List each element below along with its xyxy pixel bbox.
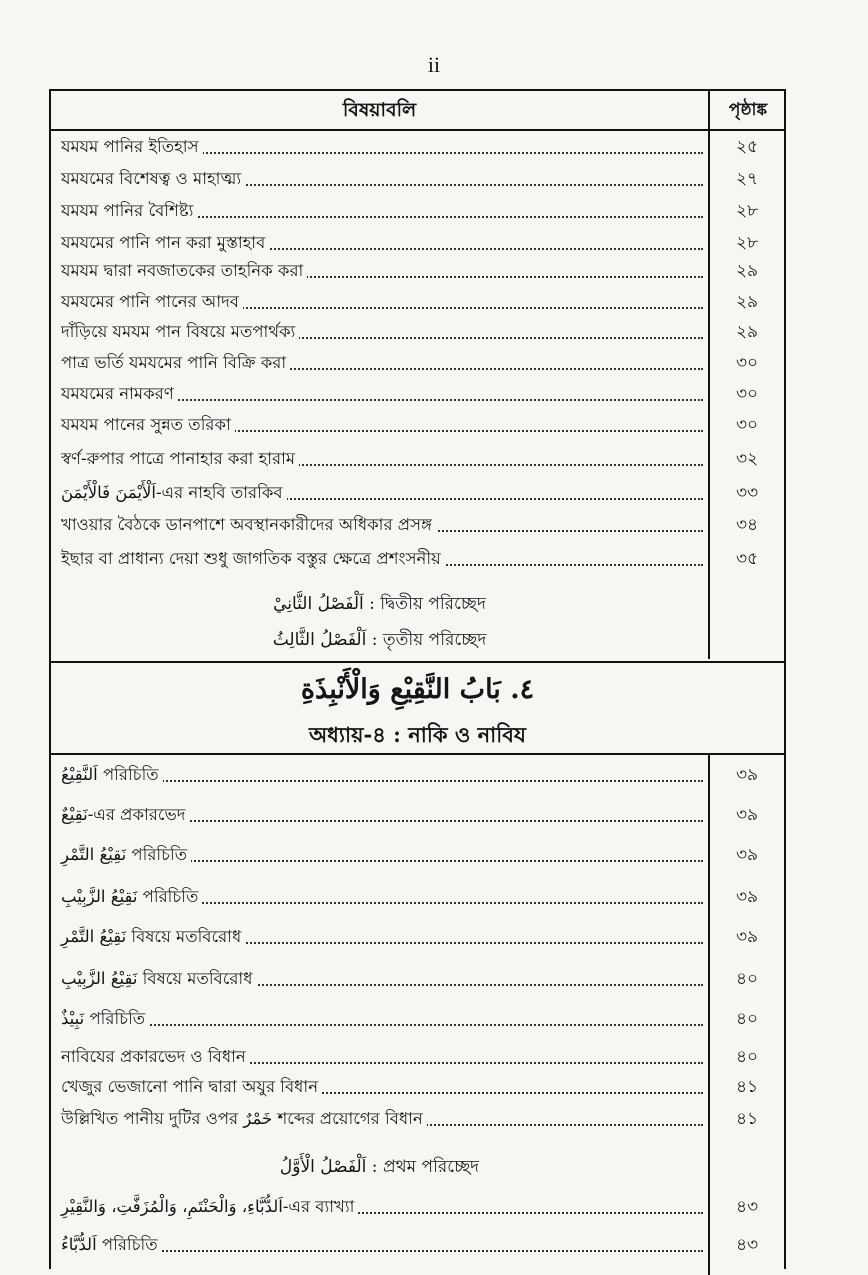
divider-line bbox=[51, 753, 784, 755]
toc-entry-page: ৪১ bbox=[735, 1077, 759, 1097]
toc-row bbox=[51, 509, 784, 541]
toc-row bbox=[51, 378, 784, 410]
toc-entry-page: ৩৯ bbox=[735, 805, 759, 825]
toc-row bbox=[51, 963, 784, 995]
toc-entry-page: ২৮ bbox=[735, 201, 759, 221]
chapter-title-bangla: অধ্যায়-৪ : নাকি ও নাবিয bbox=[308, 722, 527, 747]
toc-entry-title: اَلدُّبَّاءُ পরিচিতি bbox=[61, 1229, 162, 1261]
toc-row bbox=[51, 1003, 784, 1035]
toc-entry-page: ৩৩ bbox=[735, 483, 759, 503]
toc-entry-page: ২৫ bbox=[735, 137, 759, 157]
toc-entry-title: যমযমের নামকরণ bbox=[61, 378, 178, 410]
toc-row bbox=[51, 163, 784, 195]
toc-row bbox=[51, 286, 784, 318]
toc-row bbox=[51, 477, 784, 509]
toc-entry-title: اَلدُّبَّاءِ، وَالْحَنْتَمِ، وَالْمُزَفَّتِ، وَالنَّقِيْرِ-এর ব্যাখ্যা bbox=[61, 1191, 358, 1223]
toc-entry-title: نَقِيْعُ الزَّبِيْبِ বিষয়ে মতবিরোধ bbox=[61, 963, 256, 995]
toc-row bbox=[51, 759, 784, 791]
toc-entry-page: ২৭ bbox=[735, 169, 759, 189]
toc-entry-page: ৩৯ bbox=[735, 887, 759, 907]
toc-row bbox=[51, 443, 784, 475]
toc-entry-title: যমযম পানির ইতিহাস bbox=[61, 131, 203, 163]
toc-entry-title: যমযমের পানি পান করা মুস্তাহাব bbox=[61, 227, 269, 259]
toc-row bbox=[51, 131, 784, 163]
toc-entry-title: পাত্র ভর্তি যমযমের পানি বিক্রি করা bbox=[61, 347, 290, 379]
toc-row bbox=[51, 543, 784, 575]
toc-entry-page: ৩৯ bbox=[735, 927, 759, 947]
toc-entry-page: ২৯ bbox=[735, 322, 759, 342]
toc-row bbox=[51, 409, 784, 441]
toc-entry-page: ৪৩ bbox=[735, 1197, 759, 1217]
toc-entry-title: যমযম পানির বৈশিষ্ট্য bbox=[61, 195, 197, 227]
toc-row bbox=[51, 316, 784, 348]
section2-subheading: اَلْفَصْلُ الْأَوَّلُ : প্রথম পরিচ্ছেদ bbox=[279, 1157, 480, 1177]
toc-entry-page: ৩০ bbox=[735, 384, 759, 404]
toc-entry-title: নাবিযের প্রকারভেদ ও বিধান bbox=[61, 1041, 250, 1073]
toc-entry-page: ৪০ bbox=[735, 969, 759, 989]
toc-entry-title: اَلنَّقِيْعُ পরিচিতি bbox=[61, 759, 163, 791]
header-page: পৃষ্ঠাঙ্ক bbox=[708, 91, 786, 129]
toc-entry-title: اَلْأَيْمَنَ فَالْأَيْمَنَ-এর নাহবি তারকিব bbox=[61, 477, 287, 509]
toc-row bbox=[51, 347, 784, 379]
toc-entry-page: ৩৯ bbox=[735, 845, 759, 865]
toc-row bbox=[51, 881, 784, 913]
divider-line bbox=[51, 661, 784, 663]
toc-entry-page: ৩২ bbox=[735, 449, 759, 469]
toc-entry-title: উল্লিখিত পানীয় দুটির ওপর خَمْرٌ শব্দের প্রয়োগের বিধান bbox=[61, 1103, 427, 1135]
toc-entry-title: نَقِيْعُ الزَّبِيْبِ পরিচিতি bbox=[61, 881, 202, 913]
toc-entry-page: ৩৯ bbox=[735, 765, 759, 785]
toc-row bbox=[51, 799, 784, 831]
section1-subheading-2: اَلْفَصْلُ الثَّانِيْ : দ্বিতীয় পরিচ্ছেদ bbox=[273, 594, 486, 614]
toc-entry-title: দাঁড়িয়ে যমযম পান বিষয়ে মতপার্থক্য bbox=[61, 316, 299, 348]
toc-row bbox=[51, 255, 784, 287]
toc-entry-title: نَبِيْذٌ পরিচিতি bbox=[61, 1003, 149, 1035]
toc-entry-title: খাওয়ার বৈঠকে ডানপাশে অবস্থানকারীদের অধিকার প্রসঙ্গ bbox=[61, 509, 436, 541]
toc-entry-title: যমযমের পানি পানের আদব bbox=[61, 286, 243, 318]
toc-row bbox=[51, 195, 784, 227]
toc-entry-page: ৪০ bbox=[735, 1047, 759, 1067]
toc-entry-page: ৩০ bbox=[735, 415, 759, 435]
toc-entry-page: ২৯ bbox=[735, 261, 759, 281]
header-subject: বিষয়াবলি bbox=[342, 99, 417, 121]
section1-subheading-3: اَلْفَصْلُ الثَّالِثُ : তৃতীয় পরিচ্ছেদ bbox=[272, 630, 487, 650]
toc-entry-page: ৩৪ bbox=[735, 515, 759, 535]
chapter-title-arabic: ٤. بَابُ النَّقِيْعِ وَالْأَنْبِذَةِ bbox=[300, 674, 535, 705]
toc-entry-page: ৩০ bbox=[735, 353, 759, 373]
toc-row bbox=[51, 1191, 784, 1223]
dot-leader bbox=[63, 1024, 703, 1026]
table-header bbox=[51, 91, 784, 131]
toc-entry-title: যমযম দ্বারা নবজাতকের তাহনিক করা bbox=[61, 255, 307, 287]
toc-entry-page: ৩৫ bbox=[735, 549, 759, 569]
toc-row bbox=[51, 1041, 784, 1073]
toc-entry-page: ৪৩ bbox=[735, 1235, 759, 1255]
toc-row bbox=[51, 1229, 784, 1261]
toc-entry-page: ২৮ bbox=[735, 233, 759, 253]
toc-row bbox=[51, 921, 784, 953]
toc-entry-title: খেজুর ভেজানো পানি দ্বারা অযুর বিধান bbox=[61, 1071, 322, 1103]
toc-entry-page: ৪০ bbox=[735, 1009, 759, 1029]
toc-entry-title: যমযমের বিশেষত্ব ও মাহাত্ম্য bbox=[61, 163, 245, 195]
toc-entry-title: نَقِيْعٌ-এর প্রকারভেদ bbox=[61, 799, 189, 831]
toc-entry-page: ২৯ bbox=[735, 292, 759, 312]
toc-entry-title: স্বর্ণ-রুপার পাত্রে পানাহার করা হারাম bbox=[61, 443, 299, 475]
toc-entry-title: نَقِيْعُ التَّمْرِ বিষয়ে মতবিরোধ bbox=[61, 921, 245, 953]
toc-entry-title: যমযম পানের সুন্নত তরিকা bbox=[61, 409, 235, 441]
page-number: ii bbox=[427, 52, 441, 77]
toc-entry-page: ৪১ bbox=[735, 1109, 759, 1129]
toc-row bbox=[51, 1103, 784, 1135]
toc-row bbox=[51, 1071, 784, 1103]
toc-entry-title: ইছার বা প্রাধান্য দেয়া শুধু জাগতিক বস্তুর ক্ষেত্রে প্রশংসনীয় bbox=[61, 543, 445, 575]
toc-row bbox=[51, 839, 784, 871]
contents-table bbox=[49, 89, 786, 1269]
toc-entry-title: نَقِيْعُ التَّمْرِ পরিচিতি bbox=[61, 839, 191, 871]
